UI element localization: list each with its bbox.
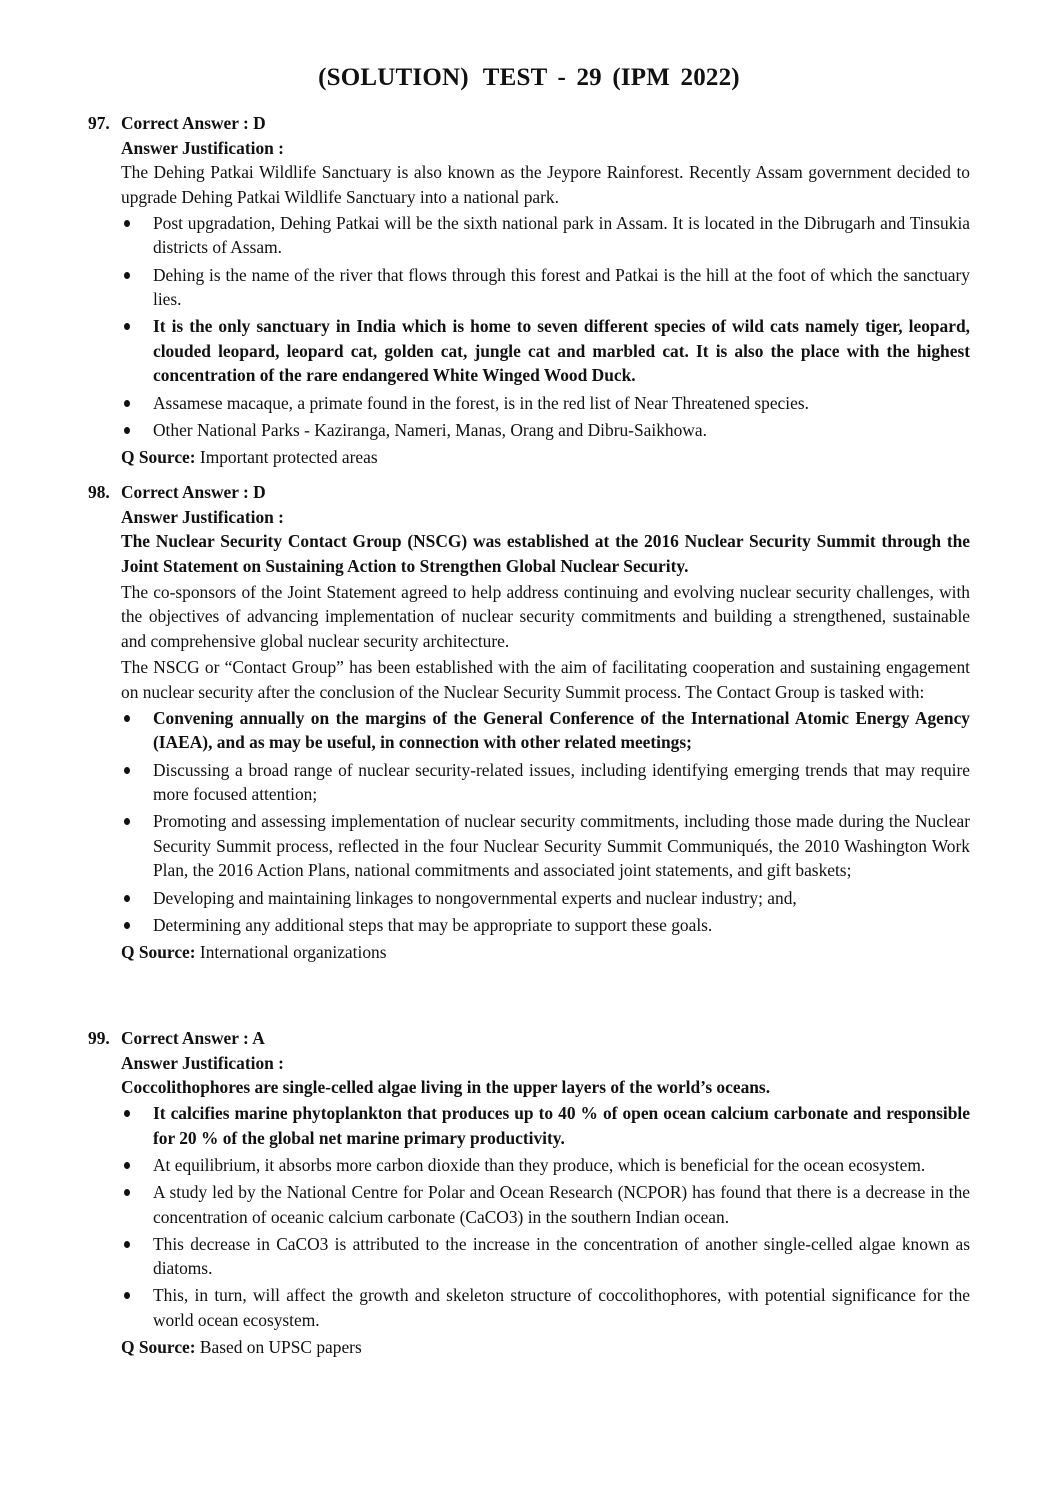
question-99 (88, 1026, 970, 1360)
bullet-item: Determining any additional steps that may be appropriate to support these goals. (121, 913, 970, 938)
question-source: Q Source: Important protected areas (121, 446, 378, 467)
bullet-item: Post upgradation, Dehing Patkai will be the sixth national park in Assam. It is located in the Dibrugarh and Tinsukia districts of Assam. (121, 211, 970, 260)
bullet-item: This, in turn, will affect the growth and skeleton structure of coccolithophores, with potential significance for the world ocean ecosystem. (121, 1283, 970, 1332)
bullet-icon (124, 1162, 130, 1169)
justification-label: Answer Justification : (121, 506, 284, 527)
bullet-item: Promoting and assessing implementation of nuclear security commitments, including those made during the Nuclear Security Summit process, reflected in the four Nuclear Security Summit Communiqués, the 2010 Washington Work Plan, the 2016 Action Plans, national commitments and associated joint statements, and gift baskets; (121, 809, 970, 883)
title-test: TEST - 29 (IPM 2022) (482, 64, 740, 91)
bullet-icon (124, 323, 130, 330)
question-header (88, 1026, 970, 1051)
intro-paragraph-bold: The Nuclear Security Contact Group (NSCG) was established at the 2016 Nuclear Security Summit through the Joint Statement on Sustaining Action to Strengthen Global Nuclear Security. (121, 531, 970, 576)
bullet-list (121, 1101, 970, 1332)
bullet-item-bold: It calcifies marine phytoplankton that produces up to 40 % of open ocean calcium carbonate and responsible for 20 % of the global net marine primary productivity. (121, 1101, 970, 1150)
question-number: 99. (88, 1028, 110, 1048)
bullet-icon (124, 767, 130, 774)
bullet-icon (124, 220, 130, 227)
bullet-icon (124, 1241, 130, 1248)
bullet-item-bold: Convening annually on the margins of the General Conference of the International Atomic Energy Agency (IAEA), and as may be useful, in connection with other related meetings; (121, 706, 970, 755)
bullet-item: Developing and maintaining linkages to nongovernmental experts and nuclear industry; and, (121, 886, 970, 911)
title-solution: (SOLUTION) (318, 64, 469, 91)
intro-paragraph-bold: Coccolithophores are single-celled algae living in the upper layers of the world’s oceans. (121, 1077, 771, 1098)
bullet-item-bold: It is the only sanctuary in India which is home to seven different species of wild cats namely tiger, leopard, clouded leopard, leopard cat, golden cat, jungle cat and marbled cat. It is also the place with the highest concentration of the rare endangered White Winged Wood Duck. (121, 314, 970, 388)
justification-label: Answer Justification : (121, 137, 284, 158)
question-98 (88, 480, 970, 964)
bullet-icon (124, 400, 130, 407)
paragraph: The co-sponsors of the Joint Statement agreed to help address continuing and evolving nuclear security challenges, with the objectives of advancing implementation of nuclear security commitments and building a strengthened, sustainable and comprehensive global nuclear security architecture. (121, 581, 970, 652)
intro-paragraph: The Dehing Patkai Wildlife Sanctuary is also known as the Jeypore Rainforest. Recently Assam government decided to upgrade Dehing Patkai Wildlife Sanctuary into a national park. (121, 162, 970, 207)
paragraph: The NSCG or “Contact Group” has been established with the aim of facilitating cooperation and sustaining engagement on nuclear security after the conclusion of the Nuclear Security Summit process. The Contact Group is tasked with: (121, 657, 970, 702)
question-number: 97. (88, 113, 110, 133)
bullet-icon (124, 818, 130, 825)
bullet-icon (124, 715, 130, 722)
bullet-item: This decrease in CaCO3 is attributed to the increase in the concentration of another single-celled algae known as diatoms. (121, 1232, 970, 1281)
bullet-icon (124, 272, 130, 279)
bullet-icon (124, 1110, 130, 1117)
correct-answer: Correct Answer : D (121, 113, 266, 133)
bullet-icon (124, 1189, 130, 1196)
bullet-item: Assamese macaque, a primate found in the forest, is in the red list of Near Threatened species. (121, 391, 970, 416)
question-header (88, 480, 970, 505)
bullet-icon (124, 922, 130, 929)
bullet-icon (124, 1292, 130, 1299)
bullet-item: A study led by the National Centre for Polar and Ocean Research (NCPOR) has found that there is a decrease in the concentration of oceanic calcium carbonate (CaCO3) in the southern Indian ocean. (121, 1180, 970, 1229)
bullet-icon (124, 427, 130, 434)
question-header (88, 111, 970, 136)
bullet-item: At equilibrium, it absorbs more carbon dioxide than they produce, which is beneficial for the ocean ecosystem. (121, 1153, 970, 1178)
bullet-list (121, 706, 970, 937)
question-source: Q Source: International organizations (121, 941, 387, 962)
bullet-item: Discussing a broad range of nuclear security-related issues, including identifying emerging trends that may require more focused attention; (121, 758, 970, 807)
correct-answer: Correct Answer : D (121, 482, 266, 502)
correct-answer: Correct Answer : A (121, 1028, 265, 1048)
question-number: 98. (88, 482, 110, 502)
bullet-list (121, 211, 970, 442)
question-source: Q Source: Based on UPSC papers (121, 1337, 362, 1358)
justification-label: Answer Justification : (121, 1052, 284, 1073)
bullet-icon (124, 895, 130, 902)
page-title (0, 62, 1058, 94)
bullet-item: Dehing is the name of the river that flows through this forest and Patkai is the hill at the foot of which the sanctuary lies. (121, 263, 970, 312)
bullet-item: Other National Parks - Kaziranga, Nameri, Manas, Orang and Dibru-Saikhowa. (121, 418, 970, 443)
question-97 (88, 111, 970, 469)
